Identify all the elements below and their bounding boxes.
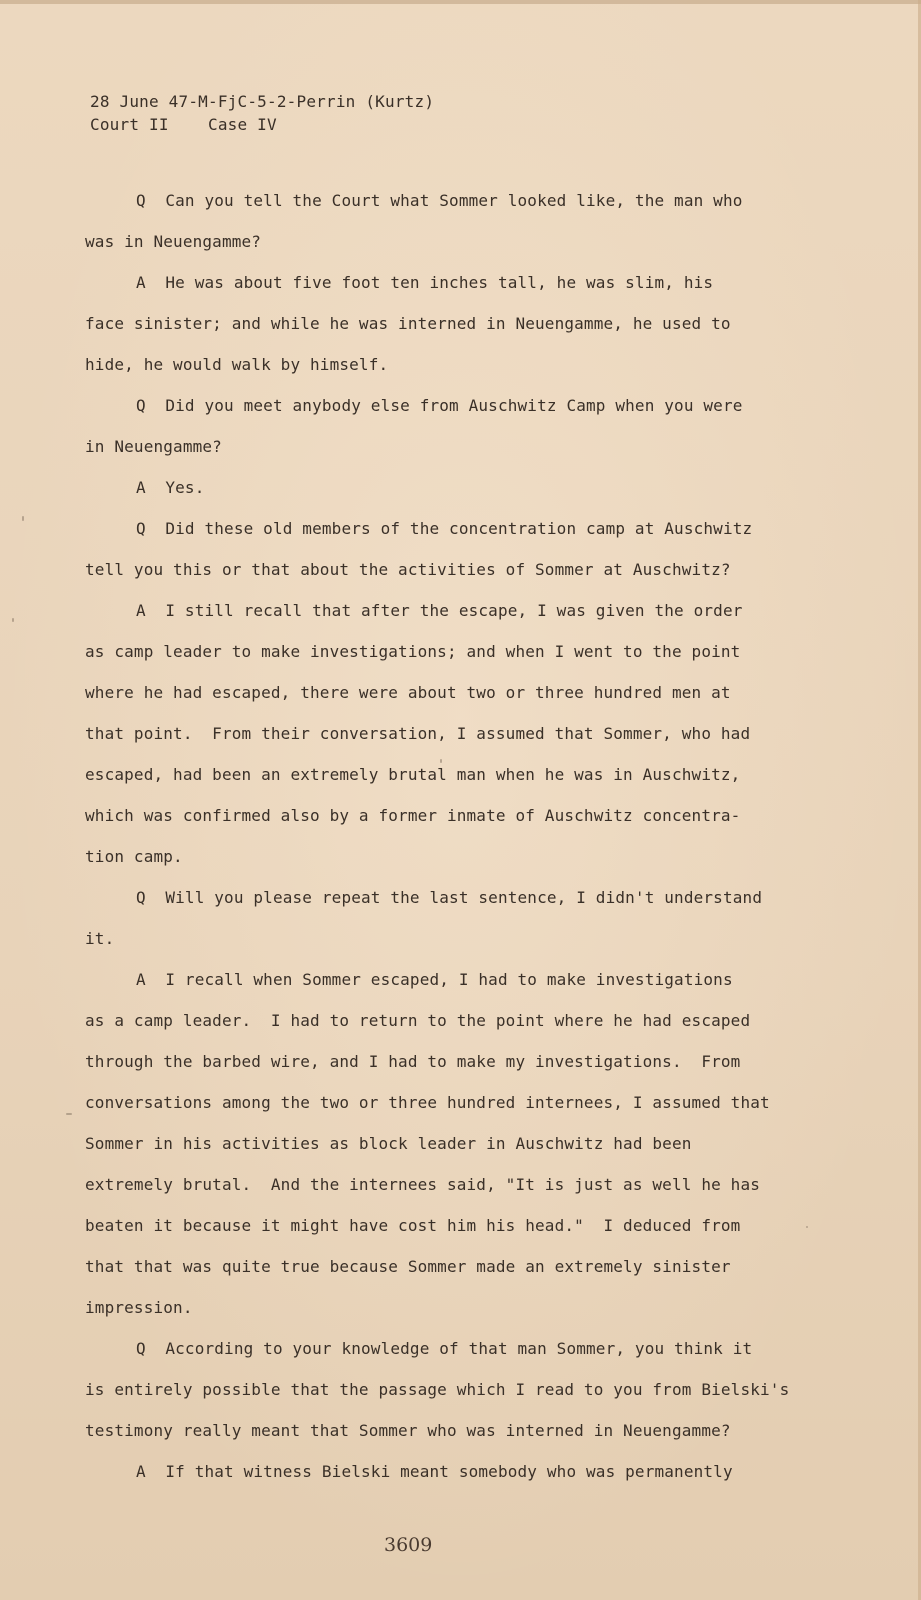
transcript-line: which was confirmed also by a former inmate of Auschwitz concentra- [85, 806, 741, 825]
page-edge-top [0, 0, 921, 4]
transcript-line: it. [85, 929, 115, 948]
transcript-line: tell you this or that about the activities of Sommer at Auschwitz? [85, 560, 731, 579]
transcript-line: Sommer in his activities as block leader in Auschwitz had been [85, 1134, 692, 1153]
paper-speck [22, 516, 24, 521]
paper-speck [806, 1226, 808, 1228]
paper-speck [12, 618, 14, 622]
transcript-line: Q Did you meet anybody else from Auschwitz Camp when you were [136, 396, 743, 415]
transcript-line: impression. [85, 1298, 193, 1317]
transcript-line: as a camp leader. I had to return to the point where he had escaped [85, 1011, 751, 1030]
transcript-line: A Yes. [136, 478, 205, 497]
paper-speck [66, 1113, 72, 1115]
transcript-line: Q Did these old members of the concentration camp at Auschwitz [136, 519, 753, 538]
transcript-line: A He was about five foot ten inches tall, he was slim, his [136, 273, 714, 292]
header-line-date-reference: 28 June 47-M-FjC-5-2-Perrin (Kurtz) [90, 92, 435, 111]
paper-speck [440, 759, 442, 763]
transcript-line: A I still recall that after the escape, I was given the order [136, 601, 743, 620]
transcript-line: Q According to your knowledge of that man Sommer, you think it [136, 1339, 753, 1358]
transcript-line: as camp leader to make investigations; and when I went to the point [85, 642, 741, 661]
transcript-line: testimony really meant that Sommer who was interned in Neuengamme? [85, 1421, 731, 1440]
transcript-line: escaped, had been an extremely brutal man when he was in Auschwitz, [85, 765, 741, 784]
transcript-line: in Neuengamme? [85, 437, 222, 456]
transcript-line: hide, he would walk by himself. [85, 355, 389, 374]
transcript-line: that point. From their conversation, I assumed that Sommer, who had [85, 724, 751, 743]
header-line-court-case: Court II Case IV [90, 115, 277, 134]
transcript-line: Q Can you tell the Court what Sommer looked like, the man who [136, 191, 743, 210]
transcript-line: tion camp. [85, 847, 183, 866]
transcript-line: was in Neuengamme? [85, 232, 262, 251]
transcript-line: through the barbed wire, and I had to make my investigations. From [85, 1052, 741, 1071]
transcript-line: that that was quite true because Sommer made an extremely sinister [85, 1257, 731, 1276]
transcript-line: conversations among the two or three hundred internees, I assumed that [85, 1093, 770, 1112]
transcript-line: Q Will you please repeat the last sentence, I didn't understand [136, 888, 763, 907]
transcript-line: A If that witness Bielski meant somebody who was permanently [136, 1462, 733, 1481]
transcript-line: beaten it because it might have cost him his head." I deduced from [85, 1216, 741, 1235]
transcript-line: where he had escaped, there were about two or three hundred men at [85, 683, 731, 702]
transcript-line: face sinister; and while he was interned in Neuengamme, he used to [85, 314, 731, 333]
transcript-line: extremely brutal. And the internees said, "It is just as well he has [85, 1175, 761, 1194]
document-header [90, 90, 434, 136]
transcript-line: is entirely possible that the passage which I read to you from Bielski's [85, 1380, 790, 1399]
page-number: 3609 [384, 1534, 433, 1556]
transcript-line: A I recall when Sommer escaped, I had to make investigations [136, 970, 733, 989]
